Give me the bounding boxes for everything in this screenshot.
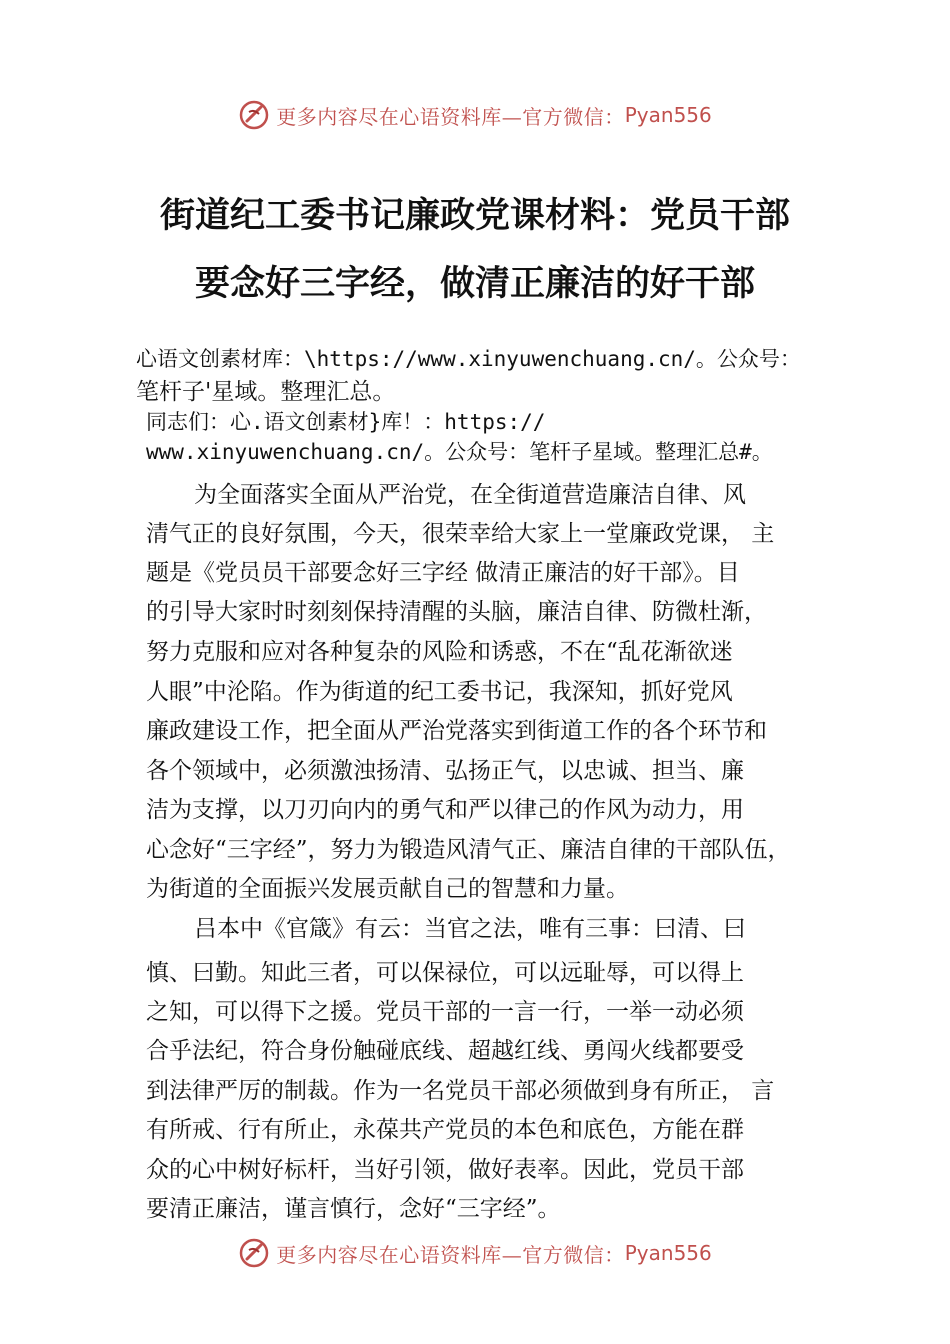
footer-banner [0, 1233, 950, 1273]
paragraph-line: 清气正的良好氛围，今天，很荣幸给大家上一堂廉政党课， 主 [146, 521, 775, 547]
paragraph-line: 人眼”中沦陷。作为街道的纪工委书记，我深知，抓好党风 [146, 679, 733, 705]
banner-text: 更多内容尽在心语资料库—官方微信： [276, 104, 625, 129]
banner-text: 更多内容尽在心语资料库—官方微信： [276, 1242, 625, 1267]
source-line: 心语文创素材库：\https://www.xinyuwenchuang.cn/。公众号： [136, 347, 801, 371]
paragraph-line: 合乎法纪，符合身份触碰底线、超越红线、勇闯火线都要受 [146, 1038, 744, 1064]
wechat-id: Pyan556 [624, 103, 712, 127]
paragraph-line: 到法律严厉的制裁。作为一名党员干部必须做到身有所正， 言 [146, 1078, 775, 1104]
page-title-line-2: 要念好三字经，做清正廉洁的好干部 [194, 263, 755, 304]
paragraph-line: 的引导大家时时刻刻保持清醒的头脑，廉洁自律、防微杜渐， [146, 599, 767, 625]
header-banner [0, 95, 950, 135]
paragraph-line: 为街道的全面振兴发展贡献自己的智慧和力量。 [146, 876, 629, 902]
paragraph-line: 为全面落实全面从严治党，在全街道营造廉洁自律、风 [194, 482, 746, 508]
paragraph-line: 慎、曰勤。知此三者，可以保禄位，可以远耻辱，可以得上 [146, 960, 744, 986]
paragraph-line: 各个领域中，必须激浊扬清、弘扬正气，以忠诚、担当、廉 [146, 758, 744, 784]
source-line: 笔杆子'星域。整理汇总。 [136, 379, 396, 405]
wechat-id: Pyan556 [624, 1241, 712, 1265]
paragraph-line: 吕本中《官箴》有云：当官之法，唯有三事：曰清、曰 [194, 916, 746, 942]
brand-logo-icon [238, 1237, 270, 1269]
paragraph-line: 要清正廉洁，谨言慎行，念好“三字经”。 [146, 1196, 561, 1222]
paragraph-line: 心念好“三字经”，努力为锻造风清气正、廉洁自律的干部队伍， [146, 837, 791, 863]
brand-logo-icon [238, 99, 270, 131]
paragraph-line: 努力克服和应对各种复杂的风险和诱惑，不在“乱花渐欲迷 [146, 639, 733, 665]
paragraph-line: 众的心中树好标杆，当好引领，做好表率。因此，党员干部 [146, 1157, 744, 1183]
source-line: www.xinyuwenchuang.cn/。公众号：笔杆子星域。整理汇总#。 [146, 440, 773, 464]
paragraph-line: 有所戒、行有所止，永葆共产党员的本色和底色，方能在群 [146, 1117, 744, 1143]
source-line: 同志们：心.语文创素材}库！：https:// [146, 410, 546, 434]
paragraph-line: 题是《党员员干部要念好三字经 做清正廉洁的好干部》。目 [146, 560, 740, 586]
paragraph-line: 廉政建设工作，把全面从严治党落实到街道工作的各个环节和 [146, 718, 767, 744]
page-title-line-1: 街道纪工委书记廉政党课材料：党员干部 [159, 195, 790, 236]
paragraph-line: 之知，可以得下之援。党员干部的一言一行，一举一动必须 [146, 999, 744, 1025]
paragraph-line: 洁为支撑，以刀刃向内的勇气和严以律己的作风为动力，用 [146, 797, 744, 823]
